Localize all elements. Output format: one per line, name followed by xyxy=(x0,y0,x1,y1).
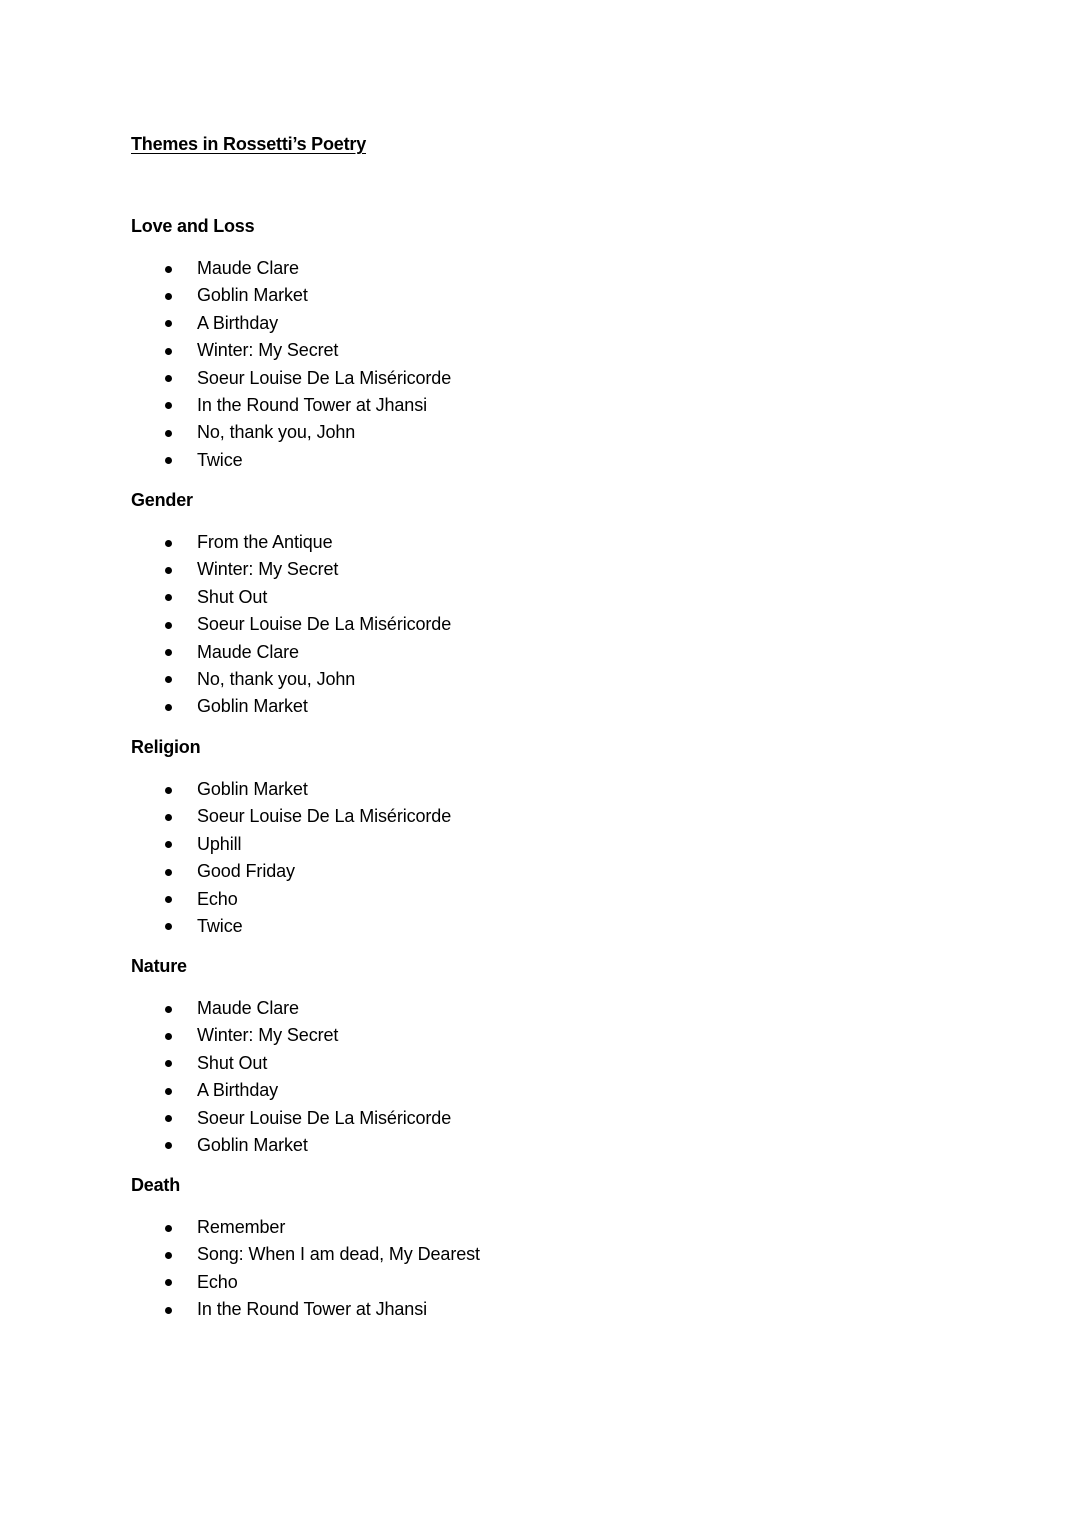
poem-title: Twice xyxy=(197,915,243,936)
poem-title: Twice xyxy=(197,449,243,470)
bullet-icon xyxy=(165,1307,172,1314)
poem-list xyxy=(131,1214,480,1324)
bullet-icon xyxy=(165,320,172,327)
poem-title: Goblin Market xyxy=(197,779,308,799)
list-item xyxy=(131,776,451,803)
bullet-icon xyxy=(165,1006,172,1013)
poem-title: Maude Clare xyxy=(197,998,299,1018)
bullet-icon xyxy=(165,923,172,930)
poem-list xyxy=(131,529,451,721)
list-item xyxy=(131,529,451,556)
list-item xyxy=(131,365,451,392)
list-item xyxy=(131,913,451,940)
bullet-icon xyxy=(165,704,172,711)
bullet-icon xyxy=(165,266,172,273)
poem-title: Echo xyxy=(197,1271,238,1292)
bullet-icon xyxy=(165,402,172,409)
poem-title: A Birthday xyxy=(197,312,279,333)
list-item xyxy=(131,803,451,830)
list-item xyxy=(131,611,451,638)
bullet-icon xyxy=(165,649,172,656)
section-heading: Death xyxy=(131,1175,181,1195)
poem-title: In the Round Tower at Jhansi xyxy=(197,394,428,415)
poem-title: In the Round Tower at Jhansi xyxy=(197,1299,428,1320)
poem-list xyxy=(131,995,451,1159)
poem-title: Winter: My Secret xyxy=(197,559,339,580)
list-item xyxy=(131,1296,480,1323)
list-item xyxy=(131,337,451,364)
list-item xyxy=(131,831,451,858)
list-item xyxy=(131,392,451,419)
list-item xyxy=(131,419,451,446)
bullet-icon xyxy=(165,594,172,601)
poem-title: Goblin Market xyxy=(197,1134,308,1155)
bullet-icon xyxy=(165,814,172,821)
list-item xyxy=(131,886,451,913)
document-page xyxy=(131,131,951,1320)
bullet-icon xyxy=(165,540,172,547)
list-item xyxy=(131,447,451,474)
section-religion xyxy=(131,734,451,940)
poem-title: Soeur Louise De La Miséricorde xyxy=(197,614,452,635)
list-item xyxy=(131,1269,480,1296)
poem-title: Winter: My Secret xyxy=(197,340,339,361)
bullet-icon xyxy=(165,375,172,382)
poem-list xyxy=(131,776,451,940)
bullet-icon xyxy=(165,1033,172,1040)
poem-title: A Birthday xyxy=(197,1080,279,1101)
poem-title: Shut Out xyxy=(197,586,268,607)
list-item xyxy=(131,1214,480,1241)
bullet-icon xyxy=(165,1142,172,1149)
list-item xyxy=(131,584,451,611)
section-death xyxy=(131,1172,480,1324)
bullet-icon xyxy=(165,293,172,300)
list-item xyxy=(131,282,451,309)
poem-title: Song: When I am dead, My Dearest xyxy=(197,1244,480,1265)
poem-title: Good Friday xyxy=(197,861,295,882)
poem-title: Remember xyxy=(197,1217,286,1237)
bullet-icon xyxy=(165,567,172,574)
poem-title: No, thank you, John xyxy=(197,668,356,689)
poem-title: No, thank you, John xyxy=(197,422,356,443)
list-item xyxy=(131,1077,451,1104)
section-heading: Religion xyxy=(131,737,201,757)
bullet-icon xyxy=(165,1279,172,1286)
list-item xyxy=(131,995,451,1022)
list-item xyxy=(131,858,451,885)
poem-title: Goblin Market xyxy=(197,696,308,717)
list-item xyxy=(131,1132,451,1159)
bullet-icon xyxy=(165,787,172,794)
poem-title: Maude Clare xyxy=(197,641,299,662)
list-item xyxy=(131,666,451,693)
section-love-and-loss xyxy=(131,213,451,474)
poem-title: Soeur Louise De La Miséricorde xyxy=(197,367,452,388)
bullet-icon xyxy=(165,348,172,355)
list-item xyxy=(131,255,451,282)
list-item xyxy=(131,556,451,583)
poem-title: Soeur Louise De La Miséricorde xyxy=(197,1107,452,1128)
bullet-icon xyxy=(165,457,172,464)
bullet-icon xyxy=(165,1225,172,1232)
document-title: Themes in Rossetti’s Poetry xyxy=(131,134,367,154)
bullet-icon xyxy=(165,1115,172,1122)
bullet-icon xyxy=(165,622,172,629)
bullet-icon xyxy=(165,1088,172,1095)
list-item xyxy=(131,1241,480,1268)
section-heading: Gender xyxy=(131,490,193,510)
section-heading: Nature xyxy=(131,956,187,976)
poem-list xyxy=(131,255,451,474)
list-item xyxy=(131,693,451,720)
bullet-icon xyxy=(165,896,172,903)
list-item xyxy=(131,639,451,666)
poem-title: Winter: My Secret xyxy=(197,1025,339,1046)
poem-title: Soeur Louise De La Miséricorde xyxy=(197,806,452,827)
list-item xyxy=(131,1022,451,1049)
list-item xyxy=(131,1105,451,1132)
poem-title: Shut Out xyxy=(197,1052,268,1073)
poem-title: Goblin Market xyxy=(197,285,308,306)
bullet-icon xyxy=(165,869,172,876)
bullet-icon xyxy=(165,841,172,848)
section-nature xyxy=(131,953,451,1159)
bullet-icon xyxy=(165,1060,172,1067)
poem-title: Uphill xyxy=(197,833,242,854)
bullet-icon xyxy=(165,676,172,683)
poem-title: From the Antique xyxy=(197,532,333,552)
bullet-icon xyxy=(165,1252,172,1259)
section-heading: Love and Loss xyxy=(131,216,255,236)
list-item xyxy=(131,310,451,337)
list-item xyxy=(131,1050,451,1077)
poem-title: Echo xyxy=(197,888,238,909)
bullet-icon xyxy=(165,430,172,437)
poem-title: Maude Clare xyxy=(197,258,299,278)
section-gender xyxy=(131,487,451,721)
